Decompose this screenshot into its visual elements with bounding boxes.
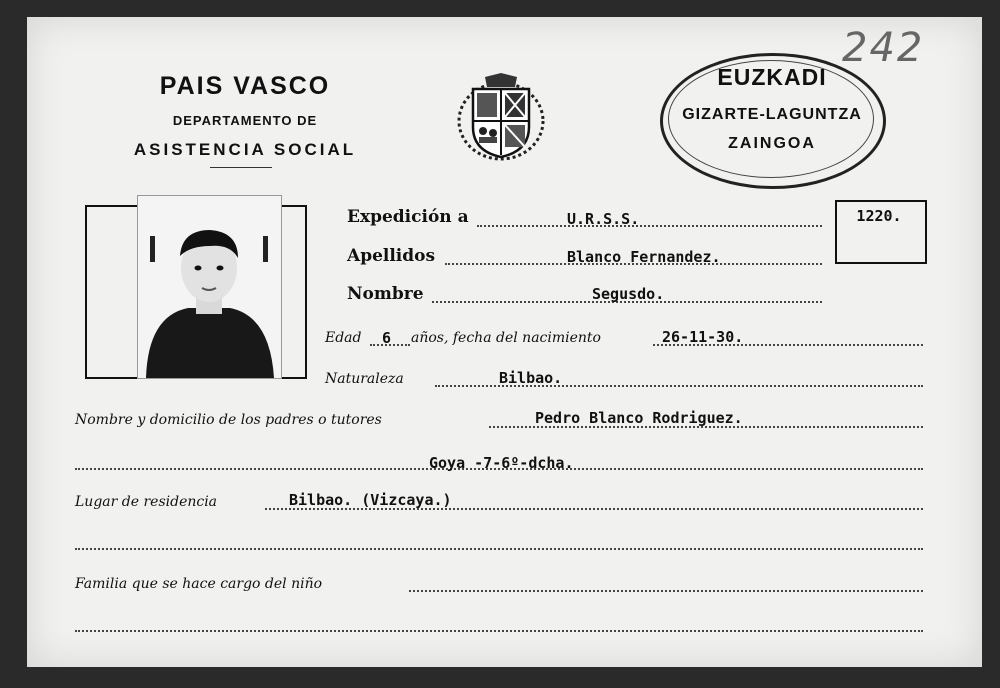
header-divider <box>210 167 272 168</box>
apellidos-label: Apellidos <box>347 246 436 266</box>
header-department-name: ASISTENCIA SOCIAL <box>133 140 357 159</box>
stamp-line-1: EUZKADI <box>717 64 827 90</box>
apellidos-value: Blanco Fernandez. <box>567 248 721 266</box>
anos-label: años, fecha del nacimiento <box>411 330 601 346</box>
nombre-value: Segusdo. <box>592 285 665 303</box>
edad-label: Edad <box>325 330 362 346</box>
familia-extra-line <box>75 630 923 632</box>
naturaleza-label: Naturaleza <box>325 371 404 387</box>
nacimiento-value: 26-11-30. <box>662 328 744 346</box>
record-number: 1220. <box>856 207 902 225</box>
record-card <box>27 17 982 667</box>
padres-value: Pedro Blanco Rodriguez. <box>535 409 743 427</box>
naturaleza-value: Bilbao. <box>499 369 563 387</box>
residencia-label: Lugar de residencia <box>75 494 218 510</box>
child-portrait-photo <box>137 195 282 379</box>
header-department-line: DEPARTAMENTO DE <box>172 113 318 128</box>
familia-line <box>409 590 923 592</box>
domicilio-value: Goya -7-6º-dcha. <box>429 454 574 472</box>
padres-label: Nombre y domicilio de los padres o tutores <box>75 412 382 428</box>
stamp-line-3: ZAINGOA <box>728 135 816 152</box>
familia-label: Familia que se hace cargo del niño <box>75 576 323 592</box>
expedicion-label: Expedición a <box>347 207 469 227</box>
edad-value: 6 <box>382 329 392 347</box>
nombre-label: Nombre <box>347 284 424 304</box>
expedicion-line <box>477 225 822 227</box>
stamp-line-2: GIZARTE-LAGUNTZA <box>682 106 862 123</box>
expedicion-value: U.R.S.S. <box>567 210 640 228</box>
residencia-extra-line <box>75 548 923 550</box>
residencia-value: Bilbao. (Vizcaya.) <box>289 491 452 509</box>
coat-of-arms-icon <box>455 71 547 163</box>
header-title: PAIS VASCO <box>159 72 331 100</box>
handwritten-number: 242 <box>842 25 925 71</box>
